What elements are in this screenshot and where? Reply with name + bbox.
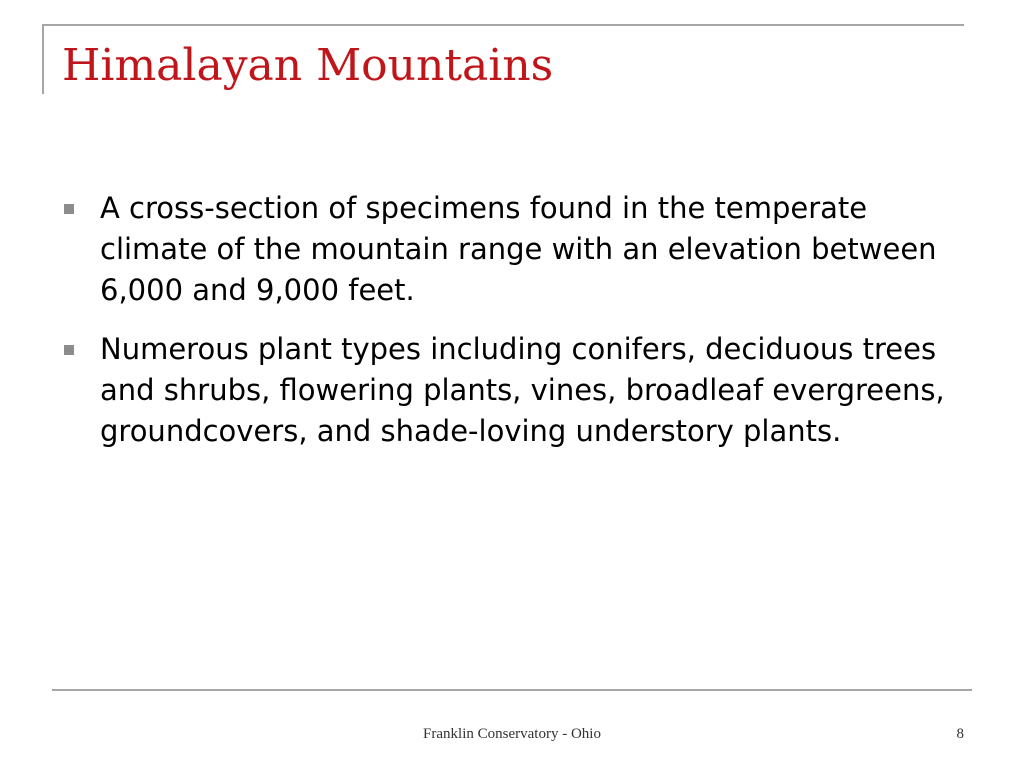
title-frame-top-rule bbox=[42, 24, 964, 26]
bullet-item bbox=[64, 329, 964, 452]
footer-divider bbox=[52, 689, 972, 691]
footer-text: Franklin Conservatory - Ohio bbox=[423, 726, 601, 742]
page-number: 8 bbox=[956, 726, 964, 742]
bullet-text: A cross-section of specimens found in the temperate climate of the mountain range with an elevation between 6,000 and 9,000 feet. bbox=[100, 191, 937, 307]
square-bullet-icon bbox=[64, 345, 74, 355]
bullet-item bbox=[64, 188, 964, 311]
bullet-text: Numerous plant types including conifers, deciduous trees and shrubs, flowering plants, vines, broadleaf evergreens, groundcovers, and shade-loving understory plants. bbox=[100, 332, 945, 448]
title-frame-left-rule bbox=[42, 24, 44, 94]
square-bullet-icon bbox=[64, 204, 74, 214]
bullet-list bbox=[64, 188, 964, 470]
slide-title: Himalayan Mountains bbox=[62, 40, 554, 91]
